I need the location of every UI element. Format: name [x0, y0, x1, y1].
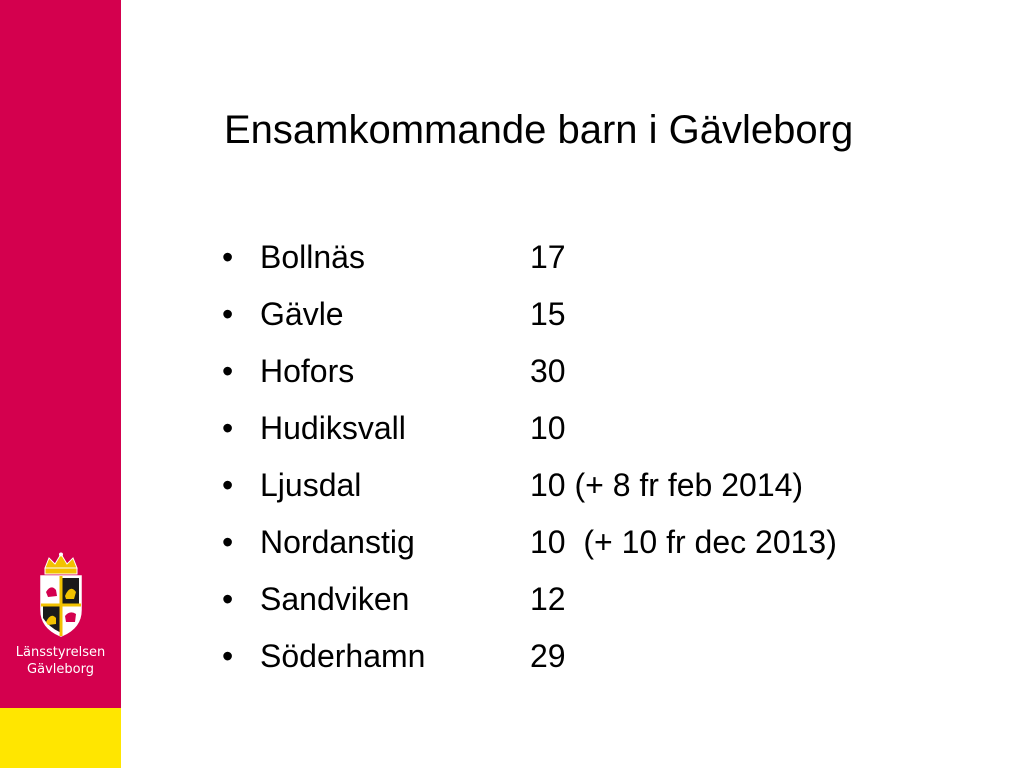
logo-text [0, 644, 121, 678]
municipality-name: Nordanstig [260, 524, 415, 560]
bullet-icon: • [222, 638, 234, 674]
municipality-count: 12 [530, 581, 566, 617]
municipality-count: 15 [530, 296, 566, 332]
municipality-name: Sandviken [260, 581, 410, 617]
organization-logo [0, 552, 121, 678]
municipality-name: Hudiksvall [260, 410, 406, 446]
coat-of-arms-icon [35, 552, 87, 640]
bullet-icon: • [222, 410, 234, 446]
municipality-count: 30 [530, 353, 566, 389]
municipality-count: 10 (+ 8 fr feb 2014) [530, 467, 804, 503]
bullet-icon: • [222, 353, 234, 389]
municipality-count: 10 [530, 410, 566, 446]
municipality-count: 17 [530, 239, 566, 275]
municipality-count: 10 (+ 10 fr dec 2013) [530, 524, 837, 560]
bullet-icon: • [222, 524, 234, 560]
sidebar-bottom-band [0, 708, 121, 768]
bullet-icon: • [222, 581, 234, 617]
municipality-name: Söderhamn [260, 638, 426, 674]
bullet-icon: • [222, 467, 234, 503]
municipality-count: 29 [530, 638, 566, 674]
municipality-name: Bollnäs [260, 239, 365, 275]
bullet-icon: • [222, 296, 234, 332]
municipality-name: Hofors [260, 353, 355, 389]
municipality-name: Gävle [260, 296, 344, 332]
municipality-name: Ljusdal [260, 467, 362, 503]
logo-line-1: Länsstyrelsen [15, 645, 106, 660]
bullet-icon: • [222, 239, 234, 275]
slide-title: Ensamkommande barn i Gävleborg [224, 108, 854, 152]
logo-line-2: Gävleborg [27, 662, 94, 677]
